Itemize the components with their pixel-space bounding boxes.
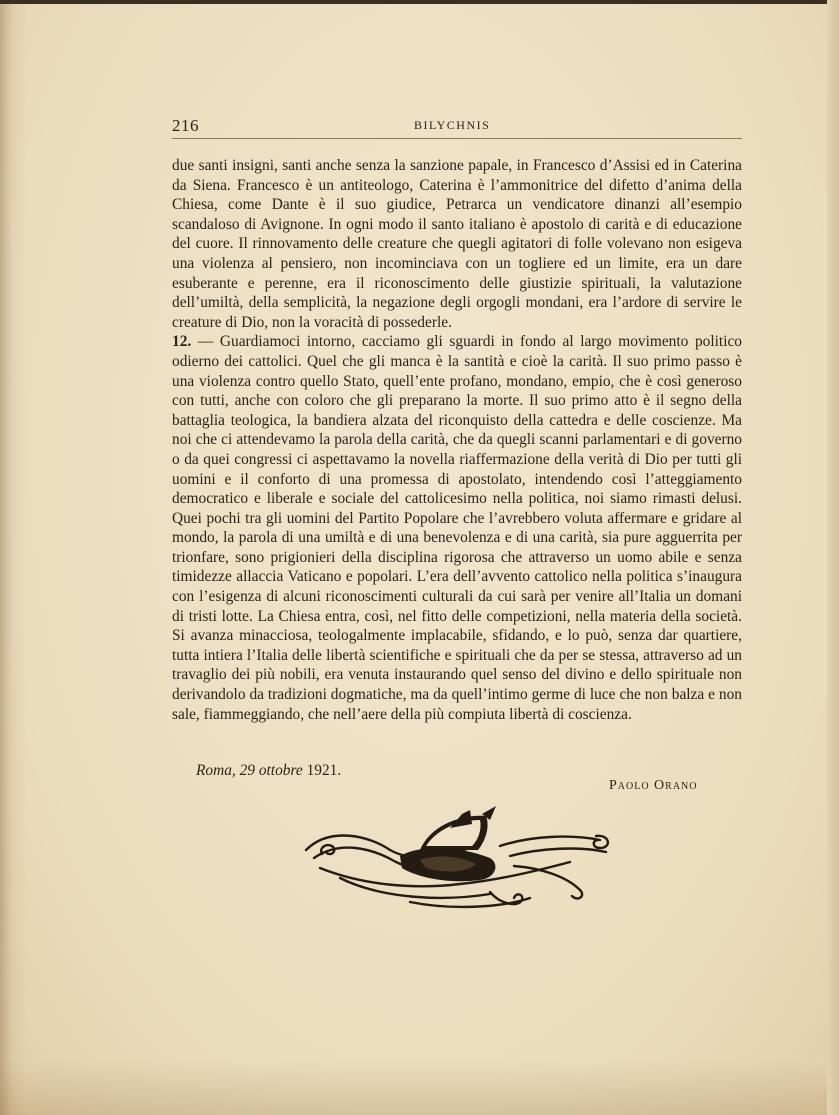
page-top-edge bbox=[0, 0, 839, 4]
page-number: 216 bbox=[172, 116, 199, 135]
running-header bbox=[172, 114, 742, 139]
paragraph bbox=[172, 332, 742, 724]
body-text bbox=[172, 156, 742, 724]
page-right-edge bbox=[827, 0, 839, 1115]
place-date-year: 1921. bbox=[306, 762, 342, 779]
section-number: 12. bbox=[172, 333, 192, 351]
paragraph bbox=[172, 156, 742, 332]
paragraph-text: due santi insigni, santi anche senza la sanzione papale, in Francesco d’Assisi ed in Caterina da Siena. Francesco è un antiteologo, Caterina è l’ammonitrice del difetto d’anima della Chiesa, come Dante è il suo giudice, Petrarca un vendicatore dinanzi all’esempio scandaloso di Avignone. In ogni modo il santo italiano è apostolo di carità e di educazione del cuore. Il rinnovamento delle creature che quegli agitatori di folle volevano non esigeva una violenza al pensiero, non incominciava con un togliere ed un limite, era un dare esuberante e perenne, era il riconoscimento delle giustizie spirituali, la valutazione dell’umiltà, della semplicità, la negazione degli orgogli mondani, era l’ardore di servire le creature di Dio, non la voracità di possederle. bbox=[172, 157, 742, 331]
place-date-text: Roma, 29 ottobre bbox=[196, 762, 303, 779]
author-signature: Paolo Orano bbox=[609, 778, 698, 793]
running-head: BILYCHNIS bbox=[414, 118, 491, 132]
paragraph-text: — Guardiamoci intorno, cacciamo gli sguardi in fondo al largo movimento politico odierno dei cattolici. Quel che gli manca è la santità e cioè la carità. Il suo primo passo è una violenza contro quello Stato, quell’ente profano, mondano, empio, che è così generoso con tutti, anche con coloro che gli preparano la morte. Il suo primo atto è il segno della battaglia teologica, la bandiera alzata del riconquisto della cattedra e delle coscienze. Ma noi che ci attendevamo la parola della carità, che da quegli scanni parlamentari e di governo o da quei congressi ci aspettavamo la novella riaffermazione della verità di Dio per tutti gli uomini e il conforto di una promessa di apostolato, intendendo così l’atteggiamento democratico e liberale e sociale del cattolicesimo nella politica, noi siamo rimasti delusi. Quei pochi tra gli uomini del Partito Popolare che l’avrebbero voluta affermare e gridare al mondo, la parola di una umiltà e di una benevolenza e di una carità, sia pure agguerrita per trionfare, sono prigionieri della disciplina rigorosa che attraverso un uomo abile e senza timidezze allaccia Vaticano e popolari. L’era dell’avvento cattolico nella politica s’inaugura con l’esigenza di alcuni riconoscimenti culturali da cui sarà per venire all’Italia un domani di tristi lotte. La Chiesa entra, così, nel fitto delle competizioni, nella materia della società. Si avanza minacciosa, teologalmente implacabile, sfidando, e lo può, senza dar quartiere, tutta intiera l’Italia delle libertà scientifiche e spirituali che da per se stessa, attraverso ad un travaglio dei più nobili, era venuta instaurando quel senso del divino e dello spirituale non derivandolo da tradizioni dogmatiche, ma da quell’intimo germe di luce che non balza e non sale, fiammeggiando, che nell’aere della più compiuta libertà di coscienza. bbox=[172, 333, 742, 723]
place-date bbox=[196, 762, 341, 780]
decorative-vignette-icon bbox=[300, 806, 614, 914]
